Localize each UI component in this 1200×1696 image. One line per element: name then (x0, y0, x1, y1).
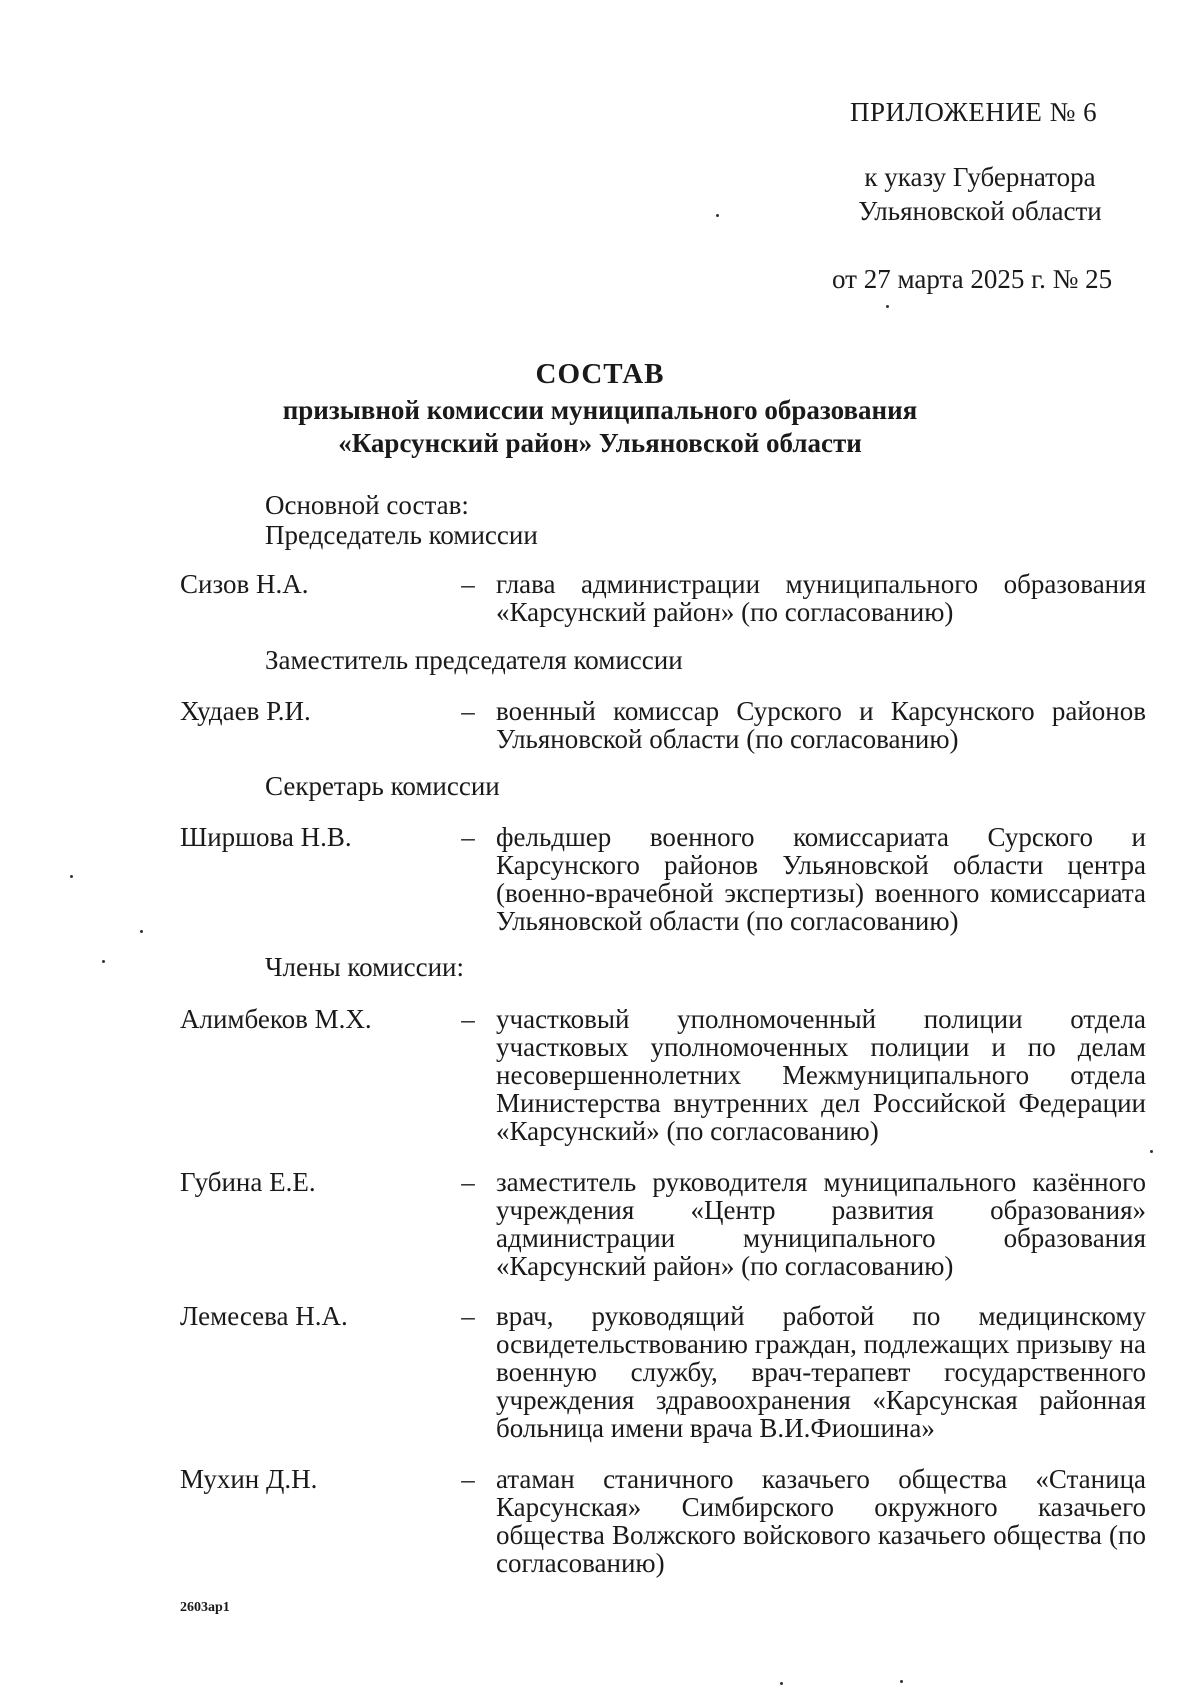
section-main-composition: Основной состав: (265, 490, 469, 520)
member-name: Ширшова Н.В. (180, 822, 352, 852)
scan-speck (780, 1682, 783, 1685)
dash: – (461, 569, 475, 599)
title-line-2: «Карсунский район» Ульяновской области (338, 428, 862, 458)
dash: – (461, 1464, 475, 1494)
section-chairman: Председатель комиссии (265, 520, 538, 550)
member-role: врач, руководящий работой по медицинскому освидетельствованию граждан, подлежащих призыву на военную службу, врач-терапевт государственного учреждения здравоохранения «Карсунская районная больница имени врача В.И.Фиошина» (496, 1301, 1146, 1443)
member-role: военный комиссар Сурского и Карсунского районов Ульяновской области (по согласованию) (496, 696, 1146, 754)
member-name: Губина Е.Е. (180, 1167, 316, 1197)
appendix-title: ПРИЛОЖЕНИЕ № 6 (850, 97, 1098, 127)
member-name: Алимбеков М.Х. (180, 1004, 372, 1034)
scan-speck (900, 1680, 903, 1683)
decree-line-1: к указу Губернатора (864, 162, 1096, 192)
dash: – (461, 1004, 475, 1034)
scan-speck (102, 960, 105, 963)
member-role: заместитель руководителя муниципального казённого учреждения «Центр развития образования» администрации муниципального образования «Карсунский район» (по согласованию) (496, 1167, 1146, 1281)
member-role: фельдшер военного комиссариата Сурского и Карсунского районов Ульяновской области центра (военно-врачебной экспертизы) военного комиссариата Ульяновской области (по согласованию) (496, 822, 1146, 936)
scan-speck (886, 305, 889, 308)
member-role: участковый уполномоченный полиции отдела участковых уполномоченных полиции и по делам несовершеннолетних Межмуниципального отдела Министерства внутренних дел Российской Федерации «Карсунский» (по согласованию) (496, 1004, 1146, 1146)
scan-speck (70, 875, 73, 878)
scan-speck (716, 214, 719, 217)
decree-date: от 27 марта 2025 г. № 25 (832, 264, 1113, 294)
dash: – (461, 822, 475, 852)
decree-reference (850, 160, 1110, 228)
dash: – (461, 1167, 475, 1197)
section-deputy: Заместитель председателя комиссии (265, 645, 683, 675)
section-secretary: Секретарь комиссии (265, 771, 500, 801)
title-line-1: призывной комиссии муниципального образования (282, 395, 918, 425)
member-name: Худаев Р.И. (180, 696, 311, 726)
member-role: атаман станичного казачьего общества «Станица Карсунская» Симбирского окружного казачьего общества Волжского войскового казачьего общества (по согласованию) (496, 1464, 1146, 1578)
member-role: глава администрации муниципального образования «Карсунский район» (по согласованию) (496, 569, 1146, 627)
member-name: Мухин Д.Н. (180, 1464, 318, 1494)
footer-code: 2603ap1 (180, 1600, 230, 1615)
scan-speck (140, 930, 143, 933)
dash: – (461, 1301, 475, 1331)
dash: – (461, 696, 475, 726)
scan-speck (1150, 1150, 1153, 1153)
member-name: Сизов Н.А. (180, 569, 309, 599)
title-main: СОСТАВ (535, 358, 665, 390)
section-members: Члены комиссии: (265, 952, 464, 982)
document-title (0, 358, 1200, 460)
decree-line-2: Ульяновской области (858, 196, 1102, 226)
member-name: Лемесева Н.А. (180, 1301, 348, 1331)
